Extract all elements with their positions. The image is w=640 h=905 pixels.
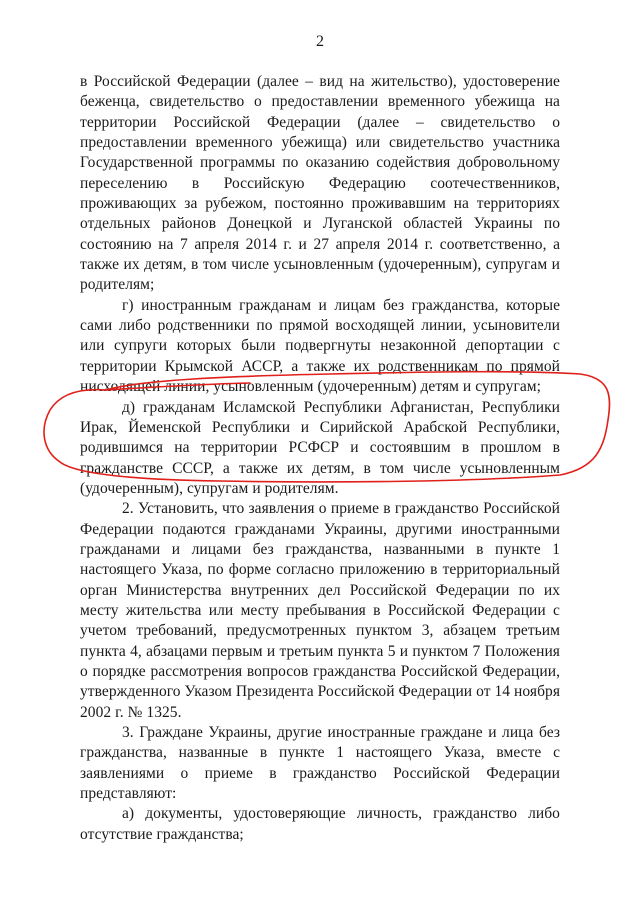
page-number: 2 bbox=[316, 33, 324, 50]
paragraph-item-2: 2. Установить, что заявления о приеме в гражданство Российской Федерации подаются гражданами Украины, другими иностранными гражданами и лицами без гражданства, названными в пункте 1 настоящего Указа, по форме согласно приложению в территориальный орган Министерства внутренних дел Российской Федерации по их месту жительства или месту пребывания в Российской Федерации с учетом требований, предусмотренных пунктом 3, абзацем третьим пункта 4, абзацами первым и третьим пункта 5 и пунктом 7 Положения о порядке рассмотрения вопросов гражданства Российской Федерации, утвержденного Указом Президента Российской Федерации от 14 ноября 2002 г. № 1325. bbox=[80, 500, 560, 721]
paragraph-continuation: в Российской Федерации (далее – вид на жительство), удостоверение беженца, свидетельство о предоставлении временного убежища на территории Российской Федерации (далее – свидетельство о предоставлении временного убежища) или свидетельство участника Государственной программы по оказанию содействия добровольному переселению в Российскую Федерацию соотечественников, проживающих за рубежом, постоянно проживавшим на территориях отдельных районов Донецкой и Луганской областей Украины по состоянию на 7 апреля 2014 г. и 27 апреля 2014 г. соответственно, а также их детям, в том числе усыновленным (удочеренным), супругам и родителям; bbox=[80, 73, 560, 294]
document-body bbox=[80, 72, 560, 845]
paragraph-item-d: д) гражданам Исламской Республики Афганистан, Республики Ирак, Йеменской Республики и Сирийской Арабской Республики, родившимся на территории РСФСР и состоявшим в прошлом в гражданстве СССР, а также их детям, в том числе усыновленным (удочеренным), супругам и родителям. bbox=[80, 398, 560, 497]
paragraph-item-3a: а) документы, удостоверяющие личность, гражданство либо отсутствие гражданства; bbox=[80, 805, 560, 843]
paragraph-item-3: 3. Граждане Украины, другие иностранные граждане и лица без гражданства, названные в пункте 1 настоящего Указа, вместе с заявлениями о приеме в гражданство Российской Федерации представляют: bbox=[80, 724, 560, 803]
paragraph-item-g: г) иностранным гражданам и лицам без гражданства, которые сами либо родственники по прямой восходящей линии, усыновители или супруги которых были подвергнуты незаконной депортации с территории Крымской АССР, а также их родственникам по прямой нисходящей линии, усыновленным (удочеренным) детям и супругам; bbox=[80, 296, 560, 396]
